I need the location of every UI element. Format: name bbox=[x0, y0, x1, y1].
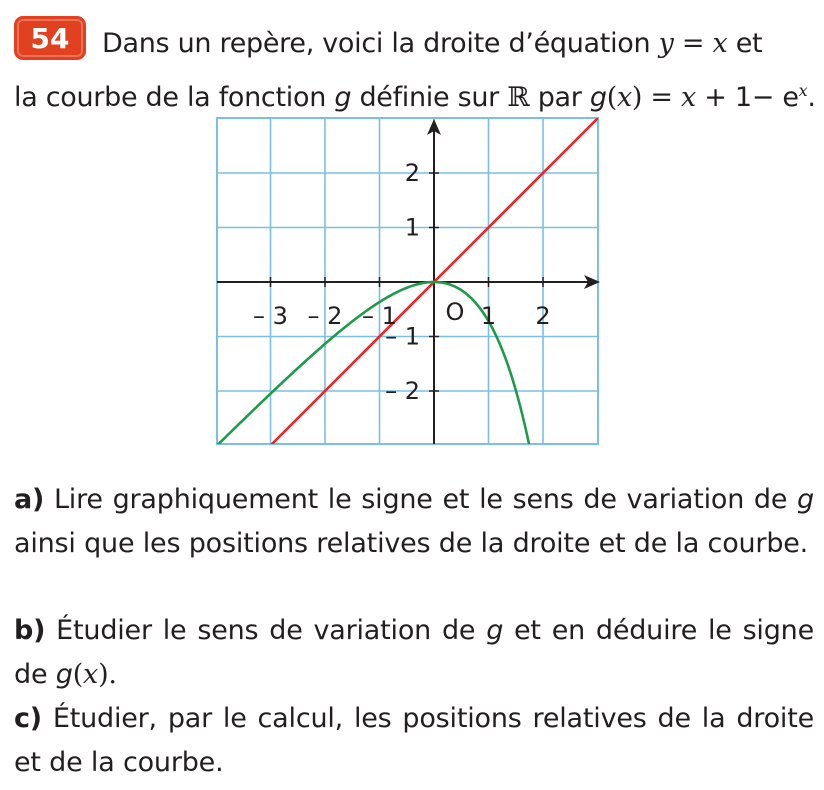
question-b-gx-close: ). bbox=[98, 659, 117, 690]
x-tick-label: 2 bbox=[535, 302, 551, 330]
def-x: x bbox=[616, 82, 632, 113]
def-equals: = bbox=[642, 82, 682, 113]
question-b-text-2: et en déduire le signe de bbox=[14, 615, 815, 690]
y-tick-label: – 2 bbox=[385, 377, 420, 405]
reals-symbol: ℝ bbox=[507, 82, 530, 113]
question-c-label: c) bbox=[14, 703, 42, 734]
def-end: . bbox=[807, 82, 816, 113]
eq-x: x bbox=[712, 28, 728, 59]
y-tick-label: 1 bbox=[404, 213, 420, 242]
question-b-text-1: Étudier le sens de variation de bbox=[45, 615, 487, 646]
statement-par: par bbox=[529, 82, 590, 113]
function-name-g: g bbox=[334, 82, 352, 113]
question-b-label: b) bbox=[14, 615, 46, 646]
question-a-text-1: Lire graphiquement le signe et le sens de variation de bbox=[44, 484, 798, 515]
question-c-text: Étudier, par le calcul, les positions relatives de la droite et de la courbe. bbox=[14, 703, 814, 778]
question-b-gx-g: g bbox=[55, 659, 73, 690]
x-tick-label: – 1 bbox=[362, 302, 397, 330]
def-open: ( bbox=[606, 82, 617, 113]
statement-tail-1: et bbox=[727, 28, 763, 59]
x-tick-label: 1 bbox=[480, 302, 497, 330]
question-a-label: a) bbox=[14, 484, 45, 515]
question-a bbox=[14, 478, 814, 566]
exercise-number: 54 bbox=[30, 21, 70, 55]
def-exponent: x bbox=[798, 81, 808, 100]
def-rhs-x: x bbox=[681, 82, 696, 113]
question-b-g: g bbox=[486, 615, 504, 646]
question-a-g: g bbox=[797, 484, 814, 515]
question-b-gx-x: x bbox=[83, 659, 99, 690]
def-rhs: + 1− e bbox=[695, 82, 799, 113]
y-tick-label: – 1 bbox=[385, 322, 420, 351]
question-a-text-2: ainsi que les positions relatives de la droite et de la courbe. bbox=[14, 528, 809, 559]
statement-text-2: la courbe de la fonction bbox=[14, 82, 327, 113]
question-c bbox=[14, 697, 814, 785]
eq-y: y bbox=[658, 28, 674, 59]
statement-text-1: Dans un repère, voici la droite d’équation bbox=[102, 28, 651, 59]
statement-mid: définie sur bbox=[351, 82, 508, 113]
eq-equals: = bbox=[673, 28, 713, 59]
origin-label: O bbox=[445, 298, 465, 326]
y-tick-label: 2 bbox=[404, 159, 420, 187]
question-b bbox=[14, 609, 814, 697]
x-tick-label: – 2 bbox=[307, 302, 343, 330]
x-tick-label: – 3 bbox=[253, 302, 288, 330]
question-b-gx-open: ( bbox=[72, 659, 84, 690]
def-g: g bbox=[589, 82, 607, 113]
def-close: ) bbox=[631, 82, 643, 113]
